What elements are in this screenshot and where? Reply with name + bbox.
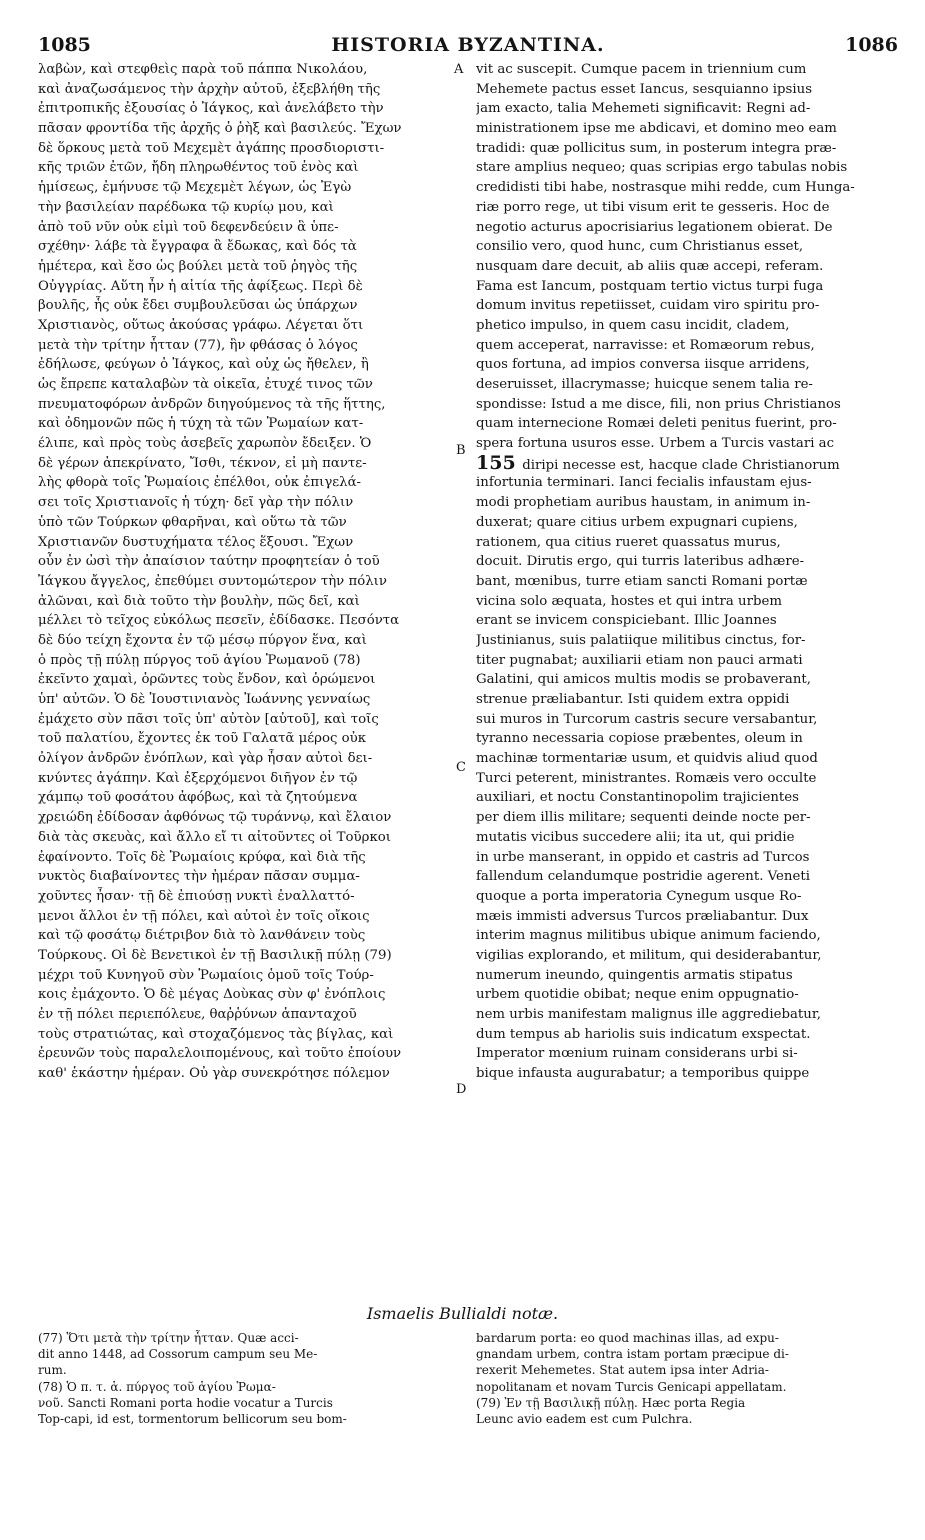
greek-text-line: έλιπε, καὶ πρὸς τοὺς ἀσεβεῖς χαρωπὸν ἔδειξεν. Ὁ [38,436,372,452]
greek-text-line: ἡμέτερα, καὶ ἔσο ὡς βούλει μετὰ τοῦ ῥηγὸς τῆς [38,258,358,274]
note-line: gnandam urbem, contra istam portam præcipue di- [476,1347,789,1362]
greek-text-line: πᾶσαν φροντίδα τῆς ἀρχῆς ὁ ῥὴξ καὶ βασιλεύς. Ἔχων [38,121,402,137]
notes-title: Ismaelis Bullialdi notæ. [366,1304,559,1323]
greek-text-line: λαβὼν, καὶ στεφθεὶς παρὰ τοῦ πάππα Νικολάου, [38,62,368,77]
greek-text-line: ἐφαίνοντο. Τοῖς δὲ Ῥωμαίοις κρύφα, καὶ διὰ τῆς [38,849,366,865]
greek-text-line: καὶ ἀναζωσάμενος τὴν ἀρχὴν αὐτοῦ, ἐξεβλήθη τῆς [38,81,381,97]
running-header [38,34,898,60]
latin-text-line: ministrationem ipse me abdicavi, et domino meo eam [476,121,837,137]
note-line: Top-capi, id est, tormentorum bellicorum seu bom- [38,1411,347,1426]
latin-text-line: Fama est Iancum, postquam tertio victus turpi fuga [476,278,824,294]
greek-text-line: διὰ τὰς σκευὰς, καὶ ἄλλο εἴ τι αἰτοῦντες οἱ Τοῦρκοι [38,829,391,845]
latin-text-line: credidisti tibi habe, nostrasque mihi redde, cum Hunga- [476,180,855,196]
greek-text-column [38,60,448,1084]
latin-text-line: per diem illis militare; sequenti deinde nocte per- [476,810,811,826]
greek-text-line: ἐπιτροπικῆς ἐξουσίας ὁ Ἰάγκος, καὶ ἀνελάβετο τὴν [38,101,384,117]
latin-text-line: phetico impulso, in quem casu incidit, cladem, [476,317,790,333]
greek-text-line: σχέθην· λάβε τὰ ἔγγραφα ἃ ἔδωκας, καὶ δός τὰ [38,239,357,255]
greek-text-line: σει τοῖς Χριστιανοῖς ἡ τύχη· δεῖ γὰρ τὴν πόλιν [38,495,354,511]
greek-text-line: δὲ ὅρκους μετὰ τοῦ Μεχεμὲτ ἀγάπης προσδιοριστι- [38,140,385,156]
greek-text-line: τὴν βασιλείαν παρέδωκα τῷ κυρίῳ μου, καὶ [38,199,334,215]
greek-text-line: ὑπ' αὐτῶν. Ὁ δὲ Ἰουστινιανὸς Ἰωάννης γενναίως [38,692,371,707]
greek-text-line: Ἰάγκου ἄγγελος, ἐπεθύμει συντομώτερον τὴν πόλιν [38,573,387,589]
latin-text-line: negotio acturus apocrisiarius legationem obierat. De [476,219,833,235]
latin-text-line: quam internecione Romæi deleti penitus fuerint, pro- [476,416,837,432]
latin-text-line: numerum ineundo, quingentis armatis stipatus [476,967,793,983]
greek-text-line: ἐμάχετο σὺν πᾶσι τοῖς ὑπ' αὐτὸν [αὐτοῦ], καὶ τοῖς [38,711,379,727]
greek-text-line: καὶ ὀδημονῶν πῶς ἡ τύχη τὰ τῶν Ῥωμαίων κατ- [38,416,364,432]
latin-text-line: deseruisset, illacrymasse; huicque senem talia re- [476,377,813,392]
latin-text-line: Imperator mœnium ruinam considerans urbi si- [476,1046,798,1062]
note-line: Leunc avio eadem est cum Pulchra. [476,1411,693,1426]
note-line: (79) Ἐν τῇ Βασιλικῇ πύλῃ. Hæc porta Regia [476,1395,746,1410]
greek-text-line: μέχρι τοῦ Κυνηγοῦ σὺν Ῥωμαίοις ὁμοῦ τοῖς Τούρ- [38,967,374,983]
notes-left-column [38,1330,458,1427]
running-title: HISTORIA BYZANTINA. [331,34,605,56]
greek-text-line: ὀλίγον ἀνδρῶν ἐνόπλων, καὶ γὰρ ἦσαν αὐτοὶ δει- [38,751,373,767]
latin-text-line: auxiliari, et noctu Constantinopolim trajicientes [476,790,799,806]
latin-text-line: docuit. Dirutis ergo, qui turris lateribus adhære- [476,554,805,570]
latin-text-line: titer pugnabat; auxiliarii etiam non pauci armati [476,652,803,668]
latin-text-line: nem urbis manifestam malignus ille aggrediebatur, [476,1007,821,1022]
latin-text-line: mutatis vicibus succedere alii; ita ut, qui pridie [476,829,795,845]
greek-text-line: ἐρευνῶν τοὺς παραλελοιπομένους, καὶ τοῦτο ἐποίουν [38,1046,402,1062]
latin-text-column [476,60,894,1084]
latin-text-line: vicina solo æquata, hostes et qui intra urbem [476,593,782,609]
greek-text-line: χάμπῳ τοῦ φοσάτου ἀφόβως, καὶ τὰ ζητούμενα [38,790,358,806]
latin-text-line: quoque a porta imperatoria Cynegum usque Ro- [476,888,802,904]
latin-text-line: rationem, qua citius rueret quassatus murus, [476,534,781,550]
margin-marker-d: D [456,1082,467,1097]
greek-text-line: ἀλῶναι, καὶ διὰ τοῦτο τὴν βουλὴν, πῶς δεῖ, καὶ [38,593,360,609]
greek-text-line: καὶ τῷ φοσάτῳ διέτριβον διὰ τὸ λανθάνειν τοὺς [38,928,366,944]
latin-text-line: jam exacto, talia Mehemeti significavit: Regni ad- [476,101,811,117]
greek-text-line: ὁ πρὸς τῇ πύλῃ πύργος τοῦ ἁγίου Ῥωμανοῦ (78) [38,652,361,668]
latin-text-line: duxerat; quare citius urbem expugnari cupiens, [476,514,798,530]
margin-marker-a: A [454,62,464,77]
latin-text-line: Galatini, qui amicos multis modis se probaverant, [476,672,811,688]
note-line: rexerit Mehemetes. Stat autem ipsa inter Adria- [476,1363,769,1378]
latin-text-line: urbem quotidie obibat; neque enim oppugnatio- [476,987,799,1003]
latin-text-line: infortunia terminari. Ianci fecialis infaustam ejus- [476,475,812,491]
margin-marker-c: C [456,760,466,775]
latin-text-line: interim magnus militibus ubique animum faciendo, [476,928,821,944]
note-line: bardarum porta: eo quod machinas illas, ad expu- [476,1331,779,1345]
greek-text-line: νυκτὸς διαβαίνοντες τὴν ἡμέραν πᾶσαν συμμα- [38,869,360,885]
latin-text-line: domum invitus repetiisset, cuidam viro spiritu pro- [476,298,820,314]
latin-text-line: mæis immisti adversus Turcos præliabantur. Dux [476,908,809,924]
latin-text-line: Justinianus, suis palatiique militibus cinctus, for- [476,632,806,648]
latin-text-line: Mehemete pactus esset Iancus, sesquianno ipsius [476,81,813,97]
greek-text-line: ὡς ἔπρεπε καταλαβὼν τὰ οἰκεῖα, ἐτυχέ τινος τῶν [38,377,373,392]
latin-text-line: 155 diripi necesse est, hacque clade Christianorum [476,453,840,474]
greek-text-line: ἐν τῇ πόλει περιεπόλευε, θαῤῥύνων ἁπανταχοῦ [38,1007,357,1022]
greek-text-line: οὖν ἐν ὠσὶ τὴν ἀπαίσιον ταύτην προφητείαν ὁ τοῦ [38,554,380,570]
latin-text-line: sui muros in Turcorum castris secure versabantur, [476,711,818,727]
latin-text-line: Turci peterent, ministrantes. Romæis vero occulte [476,770,817,786]
greek-text-line: κνύντες ἀγάπην. Καὶ ἐξερχόμενοι διῆγον ἐν τῷ [38,770,358,786]
greek-text-line: τοὺς στρατιώτας, καὶ στοχαζόμενος τὰς βίγλας, καὶ [38,1026,394,1042]
greek-text-line: Τούρκους. Οἱ δὲ Βενετικοὶ ἐν τῇ Βασιλικῇ πύλῃ (79) [38,947,392,963]
greek-text-line: χοῦντες ἦσαν· τῇ δὲ ἐπιούσῃ νυκτὶ ἐναλλαττό- [38,888,355,904]
note-line: dit anno 1448, ad Cossorum campum seu Me- [38,1347,318,1362]
notes-right-column [476,1330,894,1427]
latin-text-line: modi prophetiam auribus haustam, in animum in- [476,495,811,511]
latin-text-line: in urbe manserant, in oppido et castris ad Turcos [476,849,810,865]
greek-text-line: κῆς τριῶν ἐτῶν, ἤδη πληρωθέντος τοῦ ἑνὸς καὶ [38,160,359,176]
latin-text-line: tyranno necessaria copiose præbentes, oleum in [476,731,803,747]
note-line: rum. [38,1363,67,1378]
latin-text-line: consilio vero, quod hunc, cum Christianus esset, [476,239,804,255]
latin-text-line: quos fortuna, ad impios conversa iisque arridens, [476,357,810,373]
latin-text-line: riæ porro rege, ut tibi visum erit te gesseris. Hoc de [476,199,830,215]
greek-text-line: μετὰ τὴν τρίτην ἧτταν (77), ἣν φθάσας ὁ λόγος [38,337,358,353]
latin-text-line: dum tempus ab hariolis suis indicatum exspectat. [476,1026,811,1042]
page-number-right: 1086 [845,34,898,56]
latin-text-line: vigilias explorando, et militum, qui desiderabantur, [476,947,822,963]
greek-text-line: Οὐγγρίας. Αὕτη ἦν ἡ αἰτία τῆς ἀφίξεως. Περὶ δὲ [38,278,363,294]
note-line: (77) Ὅτι μετὰ τὴν τρίτην ἧτταν. Quæ acci- [38,1331,299,1345]
latin-text-line: tradidi: quæ pollicitus sum, in posterum integra præ- [476,140,837,156]
greek-text-line: κοις ἐμάχοντο. Ὁ δὲ μέγας Δοὺκας σὺν φ' ἐνόπλοις [38,987,386,1003]
greek-text-line: βουλῆς, ἧς οὐκ ἔδει συμβουλεῦσαι ὡς ὑπάρχων [38,298,358,314]
section-number: 155 [476,453,523,474]
note-line: (78) Ὁ π. τ. ἁ. πύργος τοῦ ἁγίου Ῥωμα- [38,1379,276,1394]
latin-text-line: nusquam dare decuit, ab aliis quæ accepi, referam. [476,258,824,274]
margin-marker-b: B [456,443,466,458]
latin-text-line: fallendum celandumque postridie agerent. Veneti [476,869,810,885]
latin-text-line: spera fortuna usuros esse. Urbem a Turcis vastari ac [476,436,835,452]
note-line: nopolitanam et novam Turcis Genicapi appellatam. [476,1379,787,1394]
greek-text-line: ἐκεῖντο χαμαὶ, ὁρῶντες τοὺς ἔνδον, καὶ ὁρώμενοι [38,672,376,688]
latin-text-line: erant se invicem conspiciebant. Illic Joannes [476,613,777,629]
greek-text-line: ὑπὸ τῶν Τούρκων φθαρῆναι, καὶ οὕτω τὰ τῶν [38,514,347,530]
latin-text-line: bant, mœnibus, turre etiam sancti Romani portæ [476,573,808,589]
greek-text-line: χρειώδη ἐδίδοσαν ἀφθόνως τῷ τυράννῳ, καὶ ἔλαιον [38,810,392,826]
latin-text-line: strenue præliabantur. Isti quidem extra oppidi [476,692,790,707]
greek-text-line: λὴς φθορὰ τοῖς Ῥωμαίοις ἐπέλθοι, οὐκ ἐπιγελά- [38,475,362,491]
greek-text-line: καθ' ἑκάστην ἡμέραν. Οὐ γὰρ συνεκρότησε πόλεμον [38,1066,390,1082]
latin-text-line: stare amplius nequeo; quas scripias ergo tabulas nobis [476,160,848,176]
greek-text-line: δὲ δύο τείχη ἔχοντα ἐν τῷ μέσῳ πύργον ἕνα, καὶ [38,632,367,648]
greek-text-line: δὲ γέρων ἀπεκρίνατο, Ἴσθι, τέκνον, εἰ μὴ παντε- [38,455,367,471]
greek-text-line: Χριστιανῶν δυστυχήματα τέλος ἕξουσι. Ἔχων [38,534,354,550]
latin-text-line: machinæ tormentariæ usum, et quidvis aliud quod [476,751,818,767]
greek-text-line: ἀπὸ τοῦ νῦν οὐκ εἰμὶ τοῦ δεφενδεύειν ἃ ὑπε- [38,219,339,235]
greek-text-line: μέλλει τὸ τεῖχος εὐκόλως πεσεῖν, ἐδίδασκε. Πεσόντα [38,613,400,629]
greek-text-line: τοῦ παλατίου, ἔχοντες ἐκ τοῦ Γαλατᾶ μέρος οὐκ [38,731,367,747]
latin-text-line: bique infausta augurabatur; a temporibus quippe [476,1066,810,1082]
greek-text-line: ἡμίσεως, ἐμήνυσε τῷ Μεχεμὲτ λέγων, ὡς Ἐγὼ [38,180,352,196]
page-number-left: 1085 [38,34,91,56]
latin-text-line: spondisse: Istud a me disce, fili, non prius Christianos [476,396,841,412]
greek-text-line: Χριστιανὸς, οὕτως ἀκούσας γράφω. Λέγεται ὅτι [38,317,364,333]
note-line: νοῦ. Sancti Romani porta hodie vocatur a Turcis [38,1395,333,1410]
greek-text-line: πνευματοφόρων ἀνδρῶν διηγούμενος τὰ τῆς ἥττης, [38,396,386,412]
greek-text-line: μενοι ἄλλοι ἐν τῇ πόλει, καὶ αὐτοὶ ἐν τοῖς οἴκοις [38,908,370,924]
greek-text-line: ἐδήλωσε, φεύγων ὁ Ἰάγκος, καὶ οὐχ ὡς ἤθελεν, ἢ [38,357,369,373]
latin-text-line: vit ac suscepit. Cumque pacem in triennium cum [476,62,807,77]
latin-text-line: quem acceperat, narravisse: et Romæorum rebus, [476,337,815,353]
